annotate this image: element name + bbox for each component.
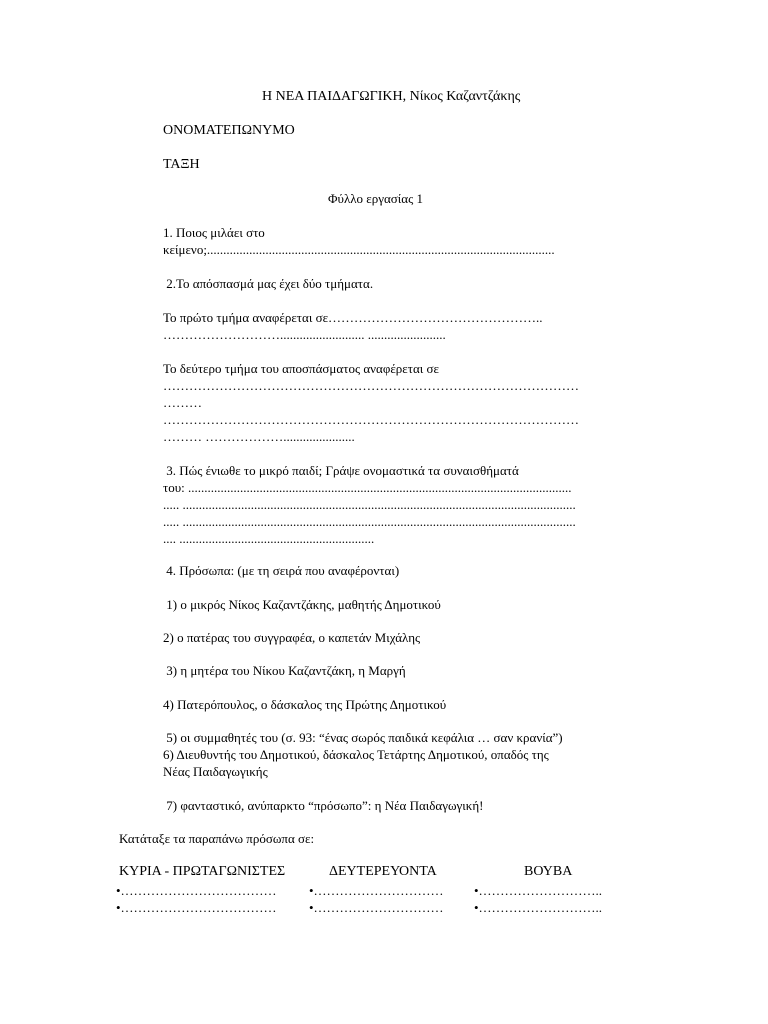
question-1-line-2: κείμενο;........................................................................................................... [163, 242, 555, 257]
question-2-second-part-line-5: ……… ………………...................... [163, 429, 355, 444]
question-2-second-part-line-2: …………………………………………………………………………………… [163, 378, 579, 393]
person-6-line-1: 6) Διευθυντής του Δημοτικού, δάσκαλος Τετάρτης Δημοτικού, οπαδός της [163, 747, 549, 762]
question-2-intro: 2.Το απόσπασμά μας έχει δύο τμήματα. [163, 276, 374, 291]
column-header-main: ΚΥΡΙΑ - ΠΡΩΤΑΓΩΝΙΣΤΕΣ [119, 864, 286, 879]
person-4: 4) Πατερόπουλος, ο δάσκαλος της Πρώτης Δημοτικού [163, 697, 447, 712]
person-2: 2) ο πατέρας του συγγραφέα, ο καπετάν Μιχάλης [163, 630, 421, 645]
question-3-line-2: του: ...................................................................................................................... [163, 480, 572, 495]
person-7: 7) φανταστικό, ανύπαρκτο “πρόσωπο”: η Νέα Παιδαγωγική! [163, 798, 484, 813]
silent-entry-2: •……………………….. [474, 900, 603, 915]
question-3-line-3: ..... ......................................................................................................................... [163, 497, 576, 512]
question-3-line-1: 3. Πώς ένιωθε το μικρό παιδί; Γράψε ονομαστικά τα συναισθήματά [163, 463, 519, 478]
person-3: 3) η μητέρα του Νίκου Καζαντζάκη, η Μαργή [163, 663, 406, 678]
name-label: ΟΝΟΜΑΤΕΠΩΝΥΜΟ [163, 123, 295, 138]
question-2-first-part-line-1: Το πρώτο τμήμα αναφέρεται σε………………………………………….. [163, 310, 543, 325]
question-3-line-4: ..... ......................................................................................................................... [163, 514, 576, 529]
secondary-entry-2: •………………………… [309, 900, 444, 915]
sheet-title: Φύλλο εργασίας 1 [328, 191, 424, 206]
question-1-line-1: 1. Ποιος μιλάει στο [163, 225, 265, 240]
secondary-entry-1: •………………………… [309, 883, 444, 898]
question-2-second-part-line-1: Το δεύτερο τμήμα του αποσπάσματος αναφέρεται σε [163, 361, 439, 376]
class-label: ΤΑΞΗ [163, 157, 200, 172]
main-entry-1: •……………………………… [116, 883, 277, 898]
person-6-line-2: Νέας Παιδαγωγικής [163, 764, 268, 779]
person-5: 5) οι συμμαθητές του (σ. 93: “ένας σωρός παιδικά κεφάλια … σαν κρανία”) [163, 730, 563, 745]
question-3-line-5: .... ............................................................ [163, 531, 375, 546]
question-4-intro: 4. Πρόσωπα: (με τη σειρά που αναφέρονται) [163, 563, 400, 578]
classify-instruction: Κατάταξε τα παραπάνω πρόσωπα σε: [119, 831, 315, 846]
person-1: 1) ο μικρός Νίκος Καζαντζάκης, μαθητής Δημοτικού [163, 597, 441, 612]
question-2-second-part-line-3: ……… [163, 395, 202, 410]
question-2-first-part-line-2: ……………………….......................... ........................ [163, 327, 446, 342]
document-title: Η ΝΕΑ ΠΑΙΔΑΓΩΓΙΚΗ, Νίκος Καζαντζάκης [262, 89, 521, 104]
question-2-second-part-line-4: …………………………………………………………………………………… [163, 412, 579, 427]
main-entry-2: •……………………………… [116, 900, 277, 915]
silent-entry-1: •……………………….. [474, 883, 603, 898]
column-header-secondary: ΔΕΥΤΕΡΕΥΟΝΤΑ [329, 864, 437, 879]
column-header-silent: ΒΟΥΒΑ [524, 864, 573, 879]
